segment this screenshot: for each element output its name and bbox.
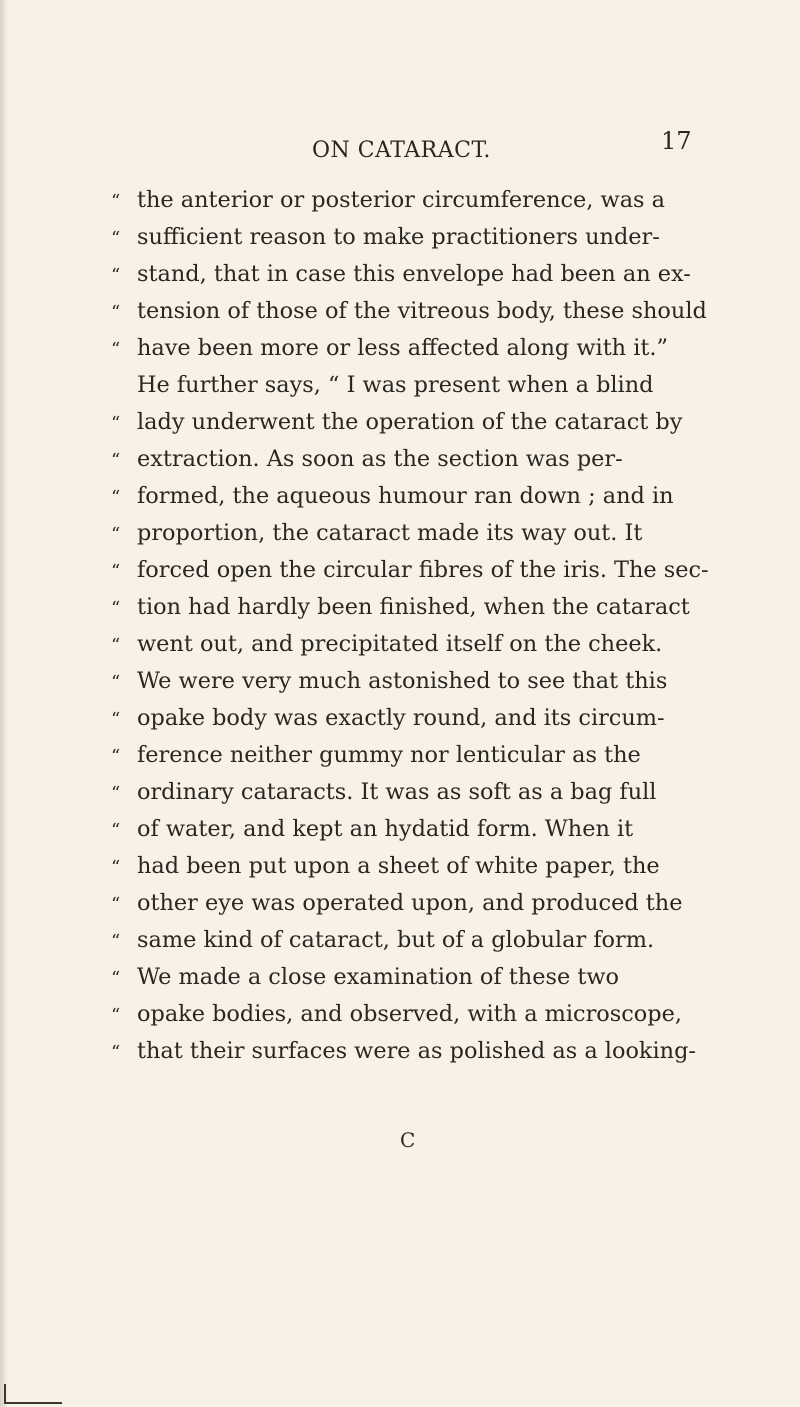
- text-line: [111, 256, 691, 292]
- quote-mark: “: [111, 265, 121, 286]
- text-line: [111, 737, 641, 773]
- quote-mark: “: [111, 339, 121, 360]
- line-text: of water, and kept an hydatid form. When it: [137, 816, 634, 842]
- text-line: [111, 774, 656, 810]
- text-line: [111, 182, 665, 218]
- line-text: lady underwent the operation of the cataract by: [137, 409, 683, 435]
- line-text: same kind of cataract, but of a globular form.: [137, 927, 655, 953]
- quote-mark: “: [111, 709, 121, 730]
- quote-mark: “: [111, 191, 121, 212]
- text-line: [111, 515, 642, 551]
- text-line: [111, 663, 667, 699]
- quote-mark: “: [111, 857, 121, 878]
- quote-mark: “: [111, 413, 121, 434]
- binding-edge: [0, 0, 8, 1407]
- line-text: ordinary cataracts. It was as soft as a bag full: [137, 779, 657, 805]
- line-text: the anterior or posterior circumference, was a: [137, 187, 665, 213]
- text-line: [111, 552, 709, 588]
- line-text: opake bodies, and observed, with a microscope,: [137, 1001, 682, 1027]
- text-line: [111, 330, 668, 366]
- line-text: We were very much astonished to see that this: [137, 668, 668, 694]
- quote-mark: “: [111, 783, 121, 804]
- page-header: [0, 120, 800, 180]
- corner-mark: [4, 1384, 62, 1404]
- line-text: forced open the circular fibres of the iris. The sec-: [137, 557, 709, 583]
- quote-mark: “: [111, 228, 121, 249]
- line-text: We made a close examination of these two: [137, 964, 619, 990]
- text-line: [111, 1033, 696, 1069]
- line-text: He further says, “ I was present when a blind: [137, 372, 654, 398]
- line-text: other eye was operated upon, and produced the: [137, 890, 683, 916]
- line-text: tension of those of the vitreous body, these should: [137, 298, 707, 324]
- text-line: [111, 811, 633, 847]
- text-line: [111, 700, 665, 736]
- quote-mark: “: [111, 672, 121, 693]
- signature-mark: C: [400, 1128, 416, 1152]
- text-line: [111, 293, 707, 329]
- text-line: [111, 404, 682, 440]
- text-line: [111, 626, 662, 662]
- quote-mark: “: [111, 894, 121, 915]
- line-text: sufficient reason to make practitioners under-: [137, 224, 660, 250]
- quote-mark: “: [111, 820, 121, 841]
- quote-mark: “: [111, 598, 121, 619]
- text-line: [111, 589, 690, 625]
- text-line: [111, 219, 660, 255]
- line-text: ference neither gummy nor lenticular as the: [137, 742, 641, 768]
- quote-mark: “: [111, 450, 121, 471]
- line-text: proportion, the cataract made its way out. It: [137, 520, 643, 546]
- running-head: ON CATARACT.: [312, 138, 491, 163]
- quote-mark: “: [111, 302, 121, 323]
- text-line: [111, 367, 653, 403]
- quote-mark: “: [111, 487, 121, 508]
- page-number: 17: [661, 127, 692, 155]
- line-text: stand, that in case this envelope had been an ex-: [137, 261, 691, 287]
- text-line: [111, 922, 654, 958]
- quote-mark: “: [111, 635, 121, 656]
- text-line: [111, 848, 660, 884]
- line-text: had been put upon a sheet of white paper, the: [137, 853, 660, 879]
- line-text: have been more or less affected along with it.”: [137, 335, 668, 361]
- line-text: opake body was exactly round, and its circum-: [137, 705, 665, 731]
- text-line: [111, 441, 623, 477]
- line-text: extraction. As soon as the section was per-: [137, 446, 623, 472]
- quote-mark: “: [111, 524, 121, 545]
- quote-mark: “: [111, 931, 121, 952]
- text-line: [111, 996, 682, 1032]
- line-text: formed, the aqueous humour ran down ; and in: [137, 483, 674, 509]
- quote-mark: “: [111, 1005, 121, 1026]
- text-line: [111, 885, 682, 921]
- line-text: went out, and precipitated itself on the cheek.: [137, 631, 663, 657]
- quote-mark: “: [111, 968, 121, 989]
- quote-mark: “: [111, 1042, 121, 1063]
- text-line: [111, 959, 619, 995]
- quote-mark: “: [111, 561, 121, 582]
- line-text: tion had hardly been finished, when the cataract: [137, 594, 690, 620]
- line-text: that their surfaces were as polished as a looking-: [137, 1038, 696, 1064]
- text-line: [111, 478, 674, 514]
- quote-mark: “: [111, 746, 121, 767]
